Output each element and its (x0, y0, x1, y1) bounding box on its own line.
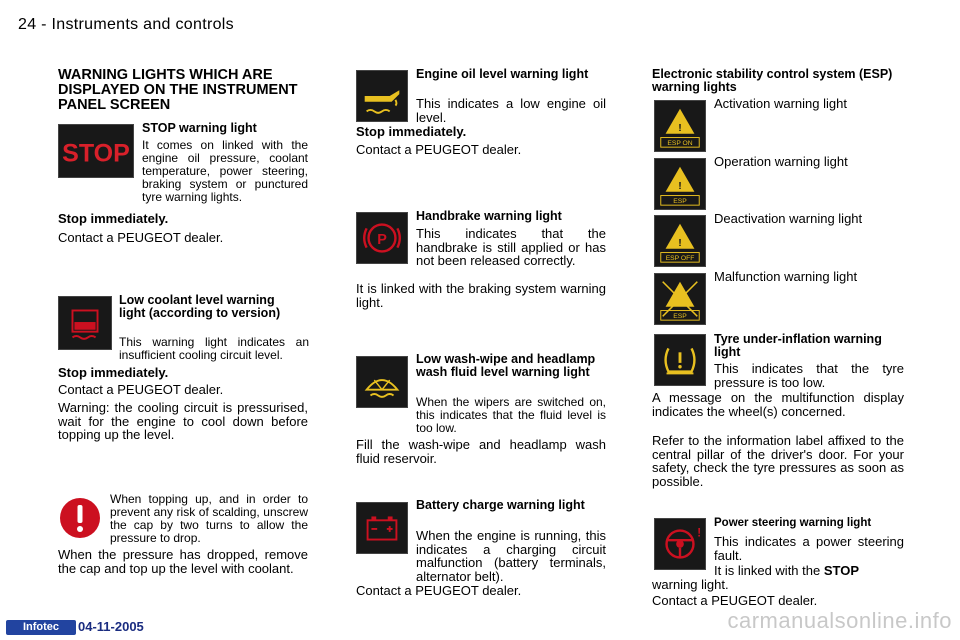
tyre-description-2: A message on the multifunction display indicates the wheel(s) concerned. (652, 390, 904, 419)
infotec-logo: Infotec (6, 620, 76, 635)
esp-operation-text: Operation warning light (714, 154, 848, 169)
washer-description-2: Fill the wash-wipe and headlamp wash fluid reservoir. (356, 437, 606, 466)
coolant-warning-text: Warning: the cooling circuit is pressurised, wait for the engine to cool down before topping up the level. (58, 400, 308, 442)
stop-text: It comes on linked with the engine oil pressure, coolant temperature, power steering, braking system or punctured tyre warning lights. (142, 138, 308, 204)
section-title: WARNING LIGHTS WHICH ARE DISPLAYED ON THE INSTRUMENT PANEL SCREEN (58, 67, 298, 113)
page-heading: - Instruments and controls (41, 16, 234, 33)
washer-title: Low wash-wipe and headlamp wash fluid level warning light (416, 352, 596, 379)
steering-description: This indicates a power steering fault. (714, 534, 904, 563)
esp-operation-icon (654, 158, 706, 210)
svg-text:!: ! (678, 179, 682, 192)
caution-text-2: When the pressure has dropped, remove the cap and top up the level with coolant. (58, 547, 308, 576)
steering-contact: Contact a PEUGEOT dealer. (652, 593, 818, 608)
esp-deactivation-text: Deactivation warning light (714, 211, 863, 226)
oil-contact: Contact a PEUGEOT dealer. (356, 142, 522, 157)
esp-malfunction-text: Malfunction warning light (714, 269, 858, 284)
tyre-title: Tyre under-inflation warning light (714, 332, 882, 359)
esp-label: ESP (673, 198, 687, 206)
caution-icon (58, 496, 102, 540)
page-header (18, 16, 234, 34)
esp-activation-text: Activation warning light (714, 96, 847, 111)
steering-link-prefix: It is linked with the (714, 563, 821, 578)
steering-link-suffix: warning light. (652, 577, 729, 592)
esp-deactivation-icon (654, 215, 706, 267)
steering-title: Power steering warning light (714, 517, 872, 529)
battery-title: Battery charge warning light (416, 498, 585, 512)
stop-icon-label: STOP (62, 139, 130, 168)
steering-link-line (714, 564, 904, 578)
esp-activation-icon (654, 100, 706, 152)
handbrake-description-2: It is linked with the braking system warning light. (356, 281, 606, 310)
washer-description (416, 395, 606, 435)
svg-text:!: ! (678, 236, 682, 249)
esp-title: Electronic stability control system (ESP) warning lights (652, 67, 893, 94)
oil-warning-icon (356, 70, 408, 122)
oil-stop-immediately: Stop immediately. (356, 124, 467, 139)
battery-contact: Contact a PEUGEOT dealer. (356, 583, 522, 598)
stop-immediately-1: Stop immediately. (58, 211, 169, 226)
oil-description: This indicates a low engine oil level. (416, 96, 606, 125)
stop-title: STOP warning light (142, 121, 257, 135)
svg-text:!: ! (697, 527, 702, 540)
esp-malfunction-icon (654, 273, 706, 325)
oil-title: Engine oil level warning light (416, 67, 589, 81)
handbrake-warning-icon (356, 212, 408, 264)
esp-malfunction-label: ESP (673, 313, 687, 321)
steering-link-stop: STOP (823, 563, 860, 578)
coolant-title: Low coolant level warning light (according to version) (119, 293, 281, 320)
washer-warning-icon (356, 356, 408, 408)
stop-description (142, 138, 308, 204)
coolant-description: This warning light indicates an insufficient cooling circuit level. (119, 335, 309, 362)
power-steering-warning-icon (654, 518, 706, 570)
battery-warning-icon (356, 502, 408, 554)
caution-text: When topping up, and in order to prevent any risk of scalding, unscrew the cap by two turns to allow the pressure to drop. (110, 492, 308, 545)
battery-text: When the engine is running, this indicates a charging circuit malfunction (battery terminals, alternator belt). (416, 528, 606, 584)
print-date: 04-11-2005 (78, 619, 144, 634)
svg-text:!: ! (678, 121, 682, 134)
tyre-description: This indicates that the tyre pressure is too low. (714, 361, 904, 390)
washer-text: When the wipers are switched on, this indicates that the fluid level is too low. (416, 395, 606, 435)
stop-contact: Contact a PEUGEOT dealer. (58, 230, 224, 245)
watermark: carmanualsonline.info (727, 608, 952, 633)
tyre-warning-icon (654, 334, 706, 386)
svg-text:P: P (377, 231, 387, 248)
esp-off-label: ESP OFF (665, 255, 695, 263)
stop-immediately-2: Stop immediately. (58, 365, 169, 380)
esp-on-label: ESP ON (667, 140, 693, 148)
page-number: 24 (18, 16, 37, 33)
battery-description (416, 528, 606, 584)
coolant-contact: Contact a PEUGEOT dealer. (58, 382, 224, 397)
handbrake-description: This indicates that the handbrake is still applied or has not been released correctly. (416, 226, 606, 268)
handbrake-title: Handbrake warning light (416, 209, 562, 223)
tyre-description-3: Refer to the information label affixed to the central pillar of the driver's door. For your safety, check the tyre pressures as soon as possible. (652, 433, 904, 489)
stop-warning-icon (58, 124, 134, 178)
coolant-warning-icon (58, 296, 112, 350)
